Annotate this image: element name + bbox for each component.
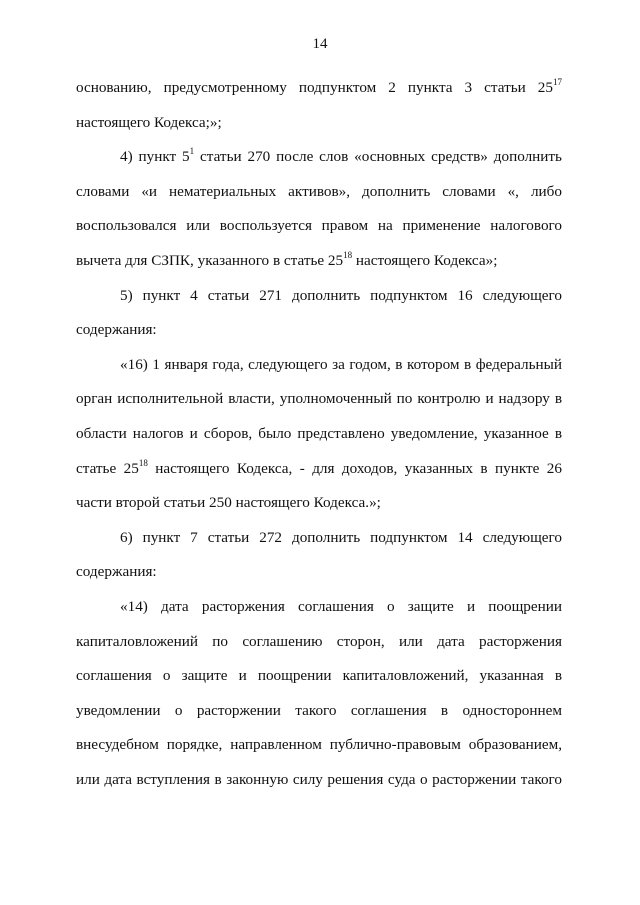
text-line: [76, 659, 562, 694]
text-segment: содержания:: [76, 563, 157, 581]
superscript: 1: [189, 146, 195, 157]
text-segment: статье 25: [76, 459, 139, 477]
text-line: [76, 521, 562, 556]
text-line: [76, 625, 562, 660]
text-segment: основанию, предусмотренному подпунктом 2 пункта 3 статьи 25: [76, 79, 553, 96]
text-segment: настоящего Кодекса, - для доходов, указанных в пункте 26: [147, 459, 562, 477]
text-segment: 4) пункт 5: [120, 148, 190, 166]
text-line: [76, 279, 562, 314]
text-line: [76, 486, 562, 521]
text-segment: 5) пункт 4 статьи 271 дополнить подпунктом 16 следующего: [120, 286, 562, 304]
text-segment: «14) дата расторжения соглашения о защите и поощрении: [120, 597, 562, 615]
text-segment: капиталовложений по соглашению сторон, или дата расторжения: [76, 632, 562, 650]
text-segment: воспользовался или воспользуется правом на применение налогового: [76, 217, 562, 235]
superscript: 18: [138, 457, 148, 468]
document-body: [76, 71, 562, 797]
text-segment: содержания:: [76, 321, 157, 339]
text-segment: вычета для СЗПК, указанного в статье 25: [76, 251, 344, 269]
text-segment: уведомлении о расторжении такого соглашения в одностороннем: [76, 701, 562, 719]
text-line: [76, 382, 562, 417]
text-line: [76, 763, 562, 798]
text-segment: орган исполнительной власти, уполномоченный по контролю и надзору в: [76, 390, 562, 408]
text-segment: 6) пункт 7 статьи 272 дополнить подпунктом 14 следующего: [120, 528, 562, 546]
superscript: 17: [553, 77, 562, 87]
text-line: [76, 694, 562, 729]
text-line: [76, 106, 562, 141]
text-line: [76, 417, 562, 452]
text-line: [76, 555, 562, 590]
page-number: 14: [312, 36, 328, 52]
text-line: [76, 209, 562, 244]
text-line: [76, 175, 562, 210]
text-segment: словами «и нематериальных активов», дополнить словами «, либо: [76, 182, 562, 200]
text-line: [76, 71, 562, 106]
text-line: [76, 348, 562, 383]
text-line: [76, 452, 562, 487]
text-segment: области налогов и сборов, было представлено уведомление, указанное в: [76, 424, 562, 442]
text-segment: соглашения о защите и поощрении капиталовложений, указанная в: [76, 667, 562, 685]
text-segment: «16) 1 января года, следующего за годом, в котором в федеральный: [120, 355, 562, 373]
text-segment: настоящего Кодекса»;: [352, 251, 498, 269]
superscript: 18: [343, 249, 353, 260]
text-segment: части второй статьи 250 настоящего Кодекса.»;: [76, 494, 381, 512]
text-line: [76, 728, 562, 763]
text-line: [76, 590, 562, 625]
text-segment: настоящего Кодекса;»;: [76, 113, 222, 131]
text-segment: внесудебном порядке, направленном публично-правовым образованием,: [76, 736, 562, 754]
text-segment: или дата вступления в законную силу решения суда о расторжении такого: [76, 770, 562, 788]
text-line: [76, 140, 562, 175]
text-line: [76, 244, 562, 279]
text-line: [76, 313, 562, 348]
text-segment: статьи 270 после слов «основных средств» дополнить: [194, 148, 562, 166]
